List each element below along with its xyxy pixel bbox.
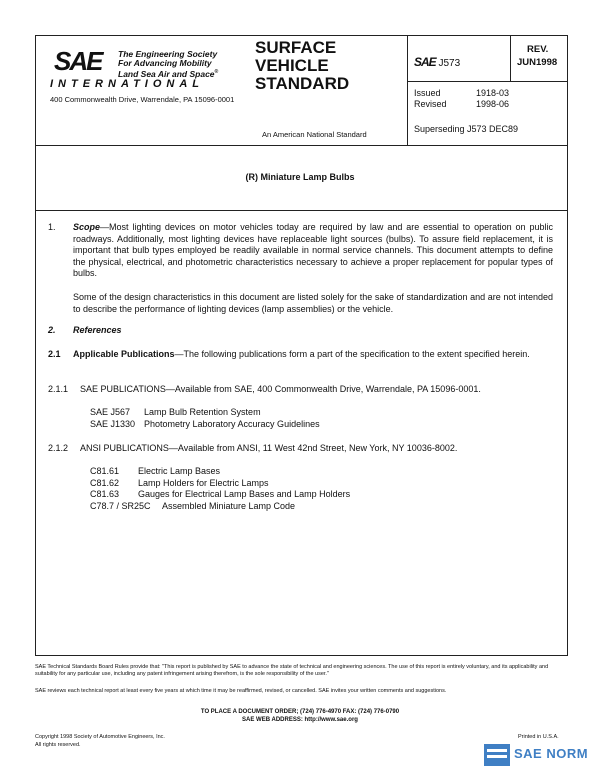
footer-note-1: SAE Technical Standards Board Rules provide that: "This report is published by SAE to advance the state of technical and engineering sciences. The use of this report is entirely voluntary, and its applicability and suitability for any particular use, including any patent infringement arising therefrom, is the sole responsibility of the user." [35, 664, 549, 677]
header-divider-2 [510, 35, 511, 81]
issued-label: Issued [414, 88, 441, 98]
page-left-border [35, 35, 36, 655]
ansi-ref-list [90, 466, 350, 512]
list-item: C78.7 / SR25C Assembled Miniature Lamp Code [90, 500, 296, 511]
list-item: SAE J1330 Photometry Laboratory Accuracy Guidelines [90, 418, 320, 429]
section-1-scope: Scope—Most lighting devices on motor vehicles today are required by law and are essential to operation on public roadways. Additionally, most lighting devices have replaceable light sources (bulbs). To assure field replacement, it is important that bulb types employed be readily available in normal service channels. This document attempts to define the physical, electrical, and photometric characteristics necessary to achieve a proper replacement for popular types of bulbs. [73, 222, 553, 278]
web-line: SAE WEB ADDRESS: http://www.sae.org [242, 717, 358, 723]
section-2-number: 2. [48, 325, 56, 335]
section-2-1-2-text: ANSI PUBLICATIONS—Available from ANSI, 11 West 42nd Street, New York, NY 10036-8002. [80, 443, 458, 453]
sae-address: 400 Commonwealth Drive, Warrendale, PA 15096-0001 [50, 95, 235, 104]
doc-type: SURFACE VEHICLE STANDARD [255, 38, 350, 93]
doc-number: SAE J573 [414, 55, 461, 69]
header-divider-3 [407, 81, 567, 82]
rev-date: JUN1998 [517, 57, 558, 68]
section-2-1-number: 2.1 [48, 349, 61, 359]
superseding: Superseding J573 DEC89 [414, 124, 519, 134]
international-label: INTERNATIONAL [50, 78, 205, 90]
header-top-border [35, 35, 568, 36]
section-1-para2: Some of the design characteristics in this document are listed solely for the sake of standardization and are not intended to describe the performance of lighting devices (lamp assemblies) or the vehicle. [73, 292, 553, 314]
sae-norm-stamp [484, 740, 596, 770]
rights: All rights reserved. [35, 742, 81, 748]
header-divider-1 [407, 35, 408, 145]
issued-value: 1918-03 [476, 88, 510, 98]
section-2-1-1-text: SAE PUBLICATIONS—Available from SAE, 400 Commonwealth Drive, Warrendale, PA 15096-0001. [80, 384, 481, 394]
sae-ref-list [90, 407, 320, 430]
revised-value: 1998-06 [476, 99, 510, 109]
copyright: Copyright 1998 Society of Automotive Engineers, Inc. [35, 734, 165, 740]
section-2-1-2-number: 2.1.2 [48, 443, 69, 453]
list-item: SAE J567 Lamp Bulb Retention System [90, 407, 261, 417]
revised-label: Revised [414, 99, 447, 109]
society-tagline: The Engineering Society For Advancing Mobility Land Sea Air and Space® [118, 49, 219, 79]
order-line: TO PLACE A DOCUMENT ORDER; (724) 776-4970 FAX: (724) 776-0790 [200, 709, 400, 715]
header-bottom-border [35, 145, 568, 146]
ansi-note: An American National Standard [262, 130, 367, 139]
section-2-heading: References [73, 325, 122, 335]
list-item: C81.61 Electric Lamp Bases [90, 466, 221, 476]
section-1-number: 1. [48, 222, 56, 232]
doc-title: (R) Miniature Lamp Bulbs [245, 172, 355, 182]
list-item: C81.63 Gauges for Electrical Lamp Bases and Lamp Holders [90, 489, 351, 499]
sae-logo: SAE [54, 46, 102, 76]
title-bottom-border [35, 210, 568, 211]
sae-norm-text: SAE NORM [514, 746, 589, 761]
page-right-border [567, 35, 568, 655]
printed-in: Printed in U.S.A. [518, 734, 559, 740]
footer-note-2: SAE reviews each technical report at least every five years at which time it may be reaffirmed, revised, or cancelled. SAE invites your written comments and suggestions. [35, 688, 447, 694]
section-2-1-text: Applicable Publications—The following publications form a part of the specification to the extent specified herein. [73, 349, 530, 359]
rev-label: REV. [527, 44, 549, 55]
section-2-1-1-number: 2.1.1 [48, 384, 69, 394]
body-bottom-border [35, 655, 568, 656]
list-item: C81.62 Lamp Holders for Electric Lamps [90, 477, 269, 488]
